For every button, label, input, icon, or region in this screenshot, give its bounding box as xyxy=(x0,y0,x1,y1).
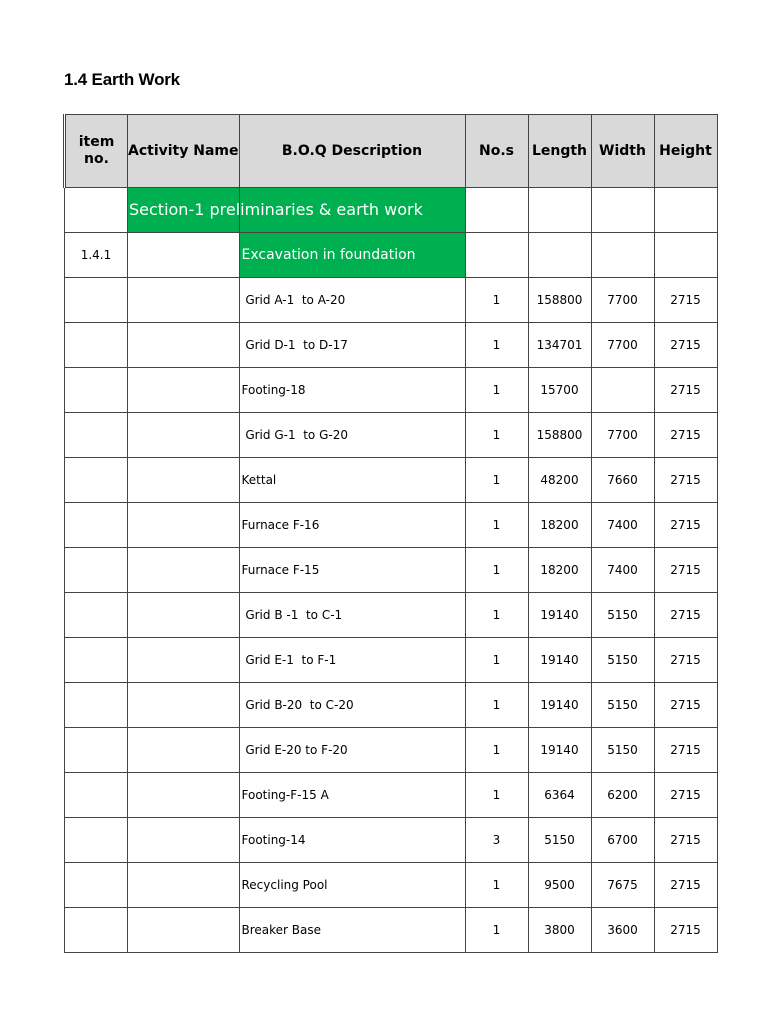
table-row xyxy=(65,773,718,818)
activity-cell xyxy=(128,323,240,368)
description-cell: Recycling Pool xyxy=(239,863,465,908)
activity-cell xyxy=(128,413,240,458)
height-cell: 2715 xyxy=(654,323,717,368)
description-cell: Furnace F-16 xyxy=(239,503,465,548)
length-cell: 5150 xyxy=(528,818,591,863)
height-cell: 2715 xyxy=(654,458,717,503)
length-cell: 48200 xyxy=(528,458,591,503)
height-cell: 2715 xyxy=(654,908,717,953)
description-cell: Grid E-1 to F-1 xyxy=(239,638,465,683)
header-activity-name: Activity Name xyxy=(128,115,240,188)
activity-cell xyxy=(128,773,240,818)
height-cell: 2715 xyxy=(654,638,717,683)
description-cell: Grid B-20 to C-20 xyxy=(239,683,465,728)
width-cell: 7675 xyxy=(591,863,654,908)
length-cell: 6364 xyxy=(528,773,591,818)
width-cell: 5150 xyxy=(591,593,654,638)
activity-cell xyxy=(128,728,240,773)
nos-cell: 1 xyxy=(465,638,528,683)
height-cell: 2715 xyxy=(654,683,717,728)
header-height: Height xyxy=(654,115,717,188)
sub-item-empty-cell xyxy=(654,233,717,278)
table-row xyxy=(65,683,718,728)
width-cell xyxy=(591,368,654,413)
sub-item-empty-cell xyxy=(591,233,654,278)
table-row xyxy=(65,278,718,323)
item-no-cell xyxy=(65,413,128,458)
nos-cell: 1 xyxy=(465,278,528,323)
nos-cell: 1 xyxy=(465,368,528,413)
sub-item-title-cell xyxy=(239,233,465,278)
activity-cell xyxy=(128,908,240,953)
item-no-cell xyxy=(65,818,128,863)
item-no-cell xyxy=(65,773,128,818)
sub-item-empty-cell xyxy=(465,233,528,278)
width-cell: 7700 xyxy=(591,413,654,458)
section-row xyxy=(65,188,718,233)
header-row xyxy=(65,115,718,188)
activity-cell xyxy=(128,593,240,638)
width-cell: 5150 xyxy=(591,638,654,683)
section-title: Section-1 preliminaries & earth work xyxy=(129,200,423,219)
activity-cell xyxy=(128,548,240,593)
activity-cell xyxy=(128,818,240,863)
description-cell: Grid D-1 to D-17 xyxy=(239,323,465,368)
height-cell: 2715 xyxy=(654,818,717,863)
sub-item-empty-cell xyxy=(528,233,591,278)
item-no-cell xyxy=(65,593,128,638)
nos-cell: 1 xyxy=(465,548,528,593)
item-no-cell xyxy=(65,683,128,728)
nos-cell: 1 xyxy=(465,593,528,638)
table-row xyxy=(65,323,718,368)
item-no-cell xyxy=(65,458,128,503)
height-cell: 2715 xyxy=(654,278,717,323)
description-cell: Grid E-20 to F-20 xyxy=(239,728,465,773)
description-cell: Footing-F-15 A xyxy=(239,773,465,818)
item-no-cell xyxy=(65,278,128,323)
description-cell: Grid B -1 to C-1 xyxy=(239,593,465,638)
item-no-cell xyxy=(65,323,128,368)
width-cell: 7660 xyxy=(591,458,654,503)
table-row xyxy=(65,728,718,773)
width-cell: 6700 xyxy=(591,818,654,863)
table-row xyxy=(65,593,718,638)
height-cell: 2715 xyxy=(654,863,717,908)
nos-cell: 1 xyxy=(465,773,528,818)
section-empty-cell xyxy=(654,188,717,233)
item-no-cell xyxy=(65,368,128,413)
sub-item-no: 1.4.1 xyxy=(65,233,128,278)
height-cell: 2715 xyxy=(654,548,717,593)
nos-cell: 1 xyxy=(465,413,528,458)
length-cell: 19140 xyxy=(528,728,591,773)
table-row xyxy=(65,818,718,863)
nos-cell: 1 xyxy=(465,503,528,548)
activity-cell xyxy=(128,368,240,413)
activity-cell xyxy=(128,503,240,548)
header-length: Length xyxy=(528,115,591,188)
section-title-cell xyxy=(128,188,423,233)
item-no-cell xyxy=(65,503,128,548)
width-cell: 3600 xyxy=(591,908,654,953)
width-cell: 5150 xyxy=(591,728,654,773)
section-empty-cell xyxy=(465,188,528,233)
length-cell: 158800 xyxy=(528,413,591,458)
width-cell: 5150 xyxy=(591,683,654,728)
description-cell: Kettal xyxy=(239,458,465,503)
sub-item-title: Excavation in foundation xyxy=(241,247,416,263)
length-cell: 9500 xyxy=(528,863,591,908)
nos-cell: 1 xyxy=(465,458,528,503)
description-cell: Furnace F-15 xyxy=(239,548,465,593)
sub-item-row xyxy=(65,233,718,278)
nos-cell: 1 xyxy=(465,323,528,368)
width-cell: 6200 xyxy=(591,773,654,818)
height-cell: 2715 xyxy=(654,593,717,638)
height-cell: 2715 xyxy=(654,413,717,458)
sub-item-empty-cell xyxy=(128,233,240,278)
nos-cell: 1 xyxy=(465,863,528,908)
header-nos: No.s xyxy=(465,115,528,188)
width-cell: 7700 xyxy=(591,278,654,323)
length-cell: 18200 xyxy=(528,548,591,593)
length-cell: 15700 xyxy=(528,368,591,413)
length-cell: 158800 xyxy=(528,278,591,323)
table-row xyxy=(65,458,718,503)
table-row xyxy=(65,908,718,953)
table-row xyxy=(65,368,718,413)
table-row xyxy=(65,638,718,683)
length-cell: 134701 xyxy=(528,323,591,368)
header-item-no: item no. xyxy=(65,115,128,188)
item-no-cell xyxy=(65,908,128,953)
width-cell: 7700 xyxy=(591,323,654,368)
section-empty-cell xyxy=(528,188,591,233)
description-cell: Breaker Base xyxy=(239,908,465,953)
length-cell: 3800 xyxy=(528,908,591,953)
header-boq-description: B.O.Q Description xyxy=(239,115,465,188)
activity-cell xyxy=(128,458,240,503)
boq-table xyxy=(63,114,718,953)
height-cell: 2715 xyxy=(654,368,717,413)
item-no-cell xyxy=(65,863,128,908)
length-cell: 19140 xyxy=(528,683,591,728)
height-cell: 2715 xyxy=(654,728,717,773)
page-title: 1.4 Earth Work xyxy=(64,70,180,89)
nos-cell: 3 xyxy=(465,818,528,863)
section-item-cell xyxy=(65,188,128,233)
nos-cell: 1 xyxy=(465,683,528,728)
section-empty-cell xyxy=(591,188,654,233)
activity-cell xyxy=(128,278,240,323)
width-cell: 7400 xyxy=(591,503,654,548)
activity-cell xyxy=(128,638,240,683)
description-cell: Footing-18 xyxy=(239,368,465,413)
description-cell: Grid A-1 to A-20 xyxy=(239,278,465,323)
table-row xyxy=(65,413,718,458)
nos-cell: 1 xyxy=(465,908,528,953)
table-row xyxy=(65,863,718,908)
description-cell: Grid G-1 to G-20 xyxy=(239,413,465,458)
item-no-cell xyxy=(65,548,128,593)
activity-cell xyxy=(128,863,240,908)
description-cell: Footing-14 xyxy=(239,818,465,863)
item-no-cell xyxy=(65,638,128,683)
width-cell: 7400 xyxy=(591,548,654,593)
table-row xyxy=(65,548,718,593)
height-cell: 2715 xyxy=(654,503,717,548)
nos-cell: 1 xyxy=(465,728,528,773)
item-no-cell xyxy=(65,728,128,773)
table-row xyxy=(65,503,718,548)
length-cell: 19140 xyxy=(528,593,591,638)
height-cell: 2715 xyxy=(654,773,717,818)
activity-cell xyxy=(128,683,240,728)
length-cell: 18200 xyxy=(528,503,591,548)
header-width: Width xyxy=(591,115,654,188)
length-cell: 19140 xyxy=(528,638,591,683)
